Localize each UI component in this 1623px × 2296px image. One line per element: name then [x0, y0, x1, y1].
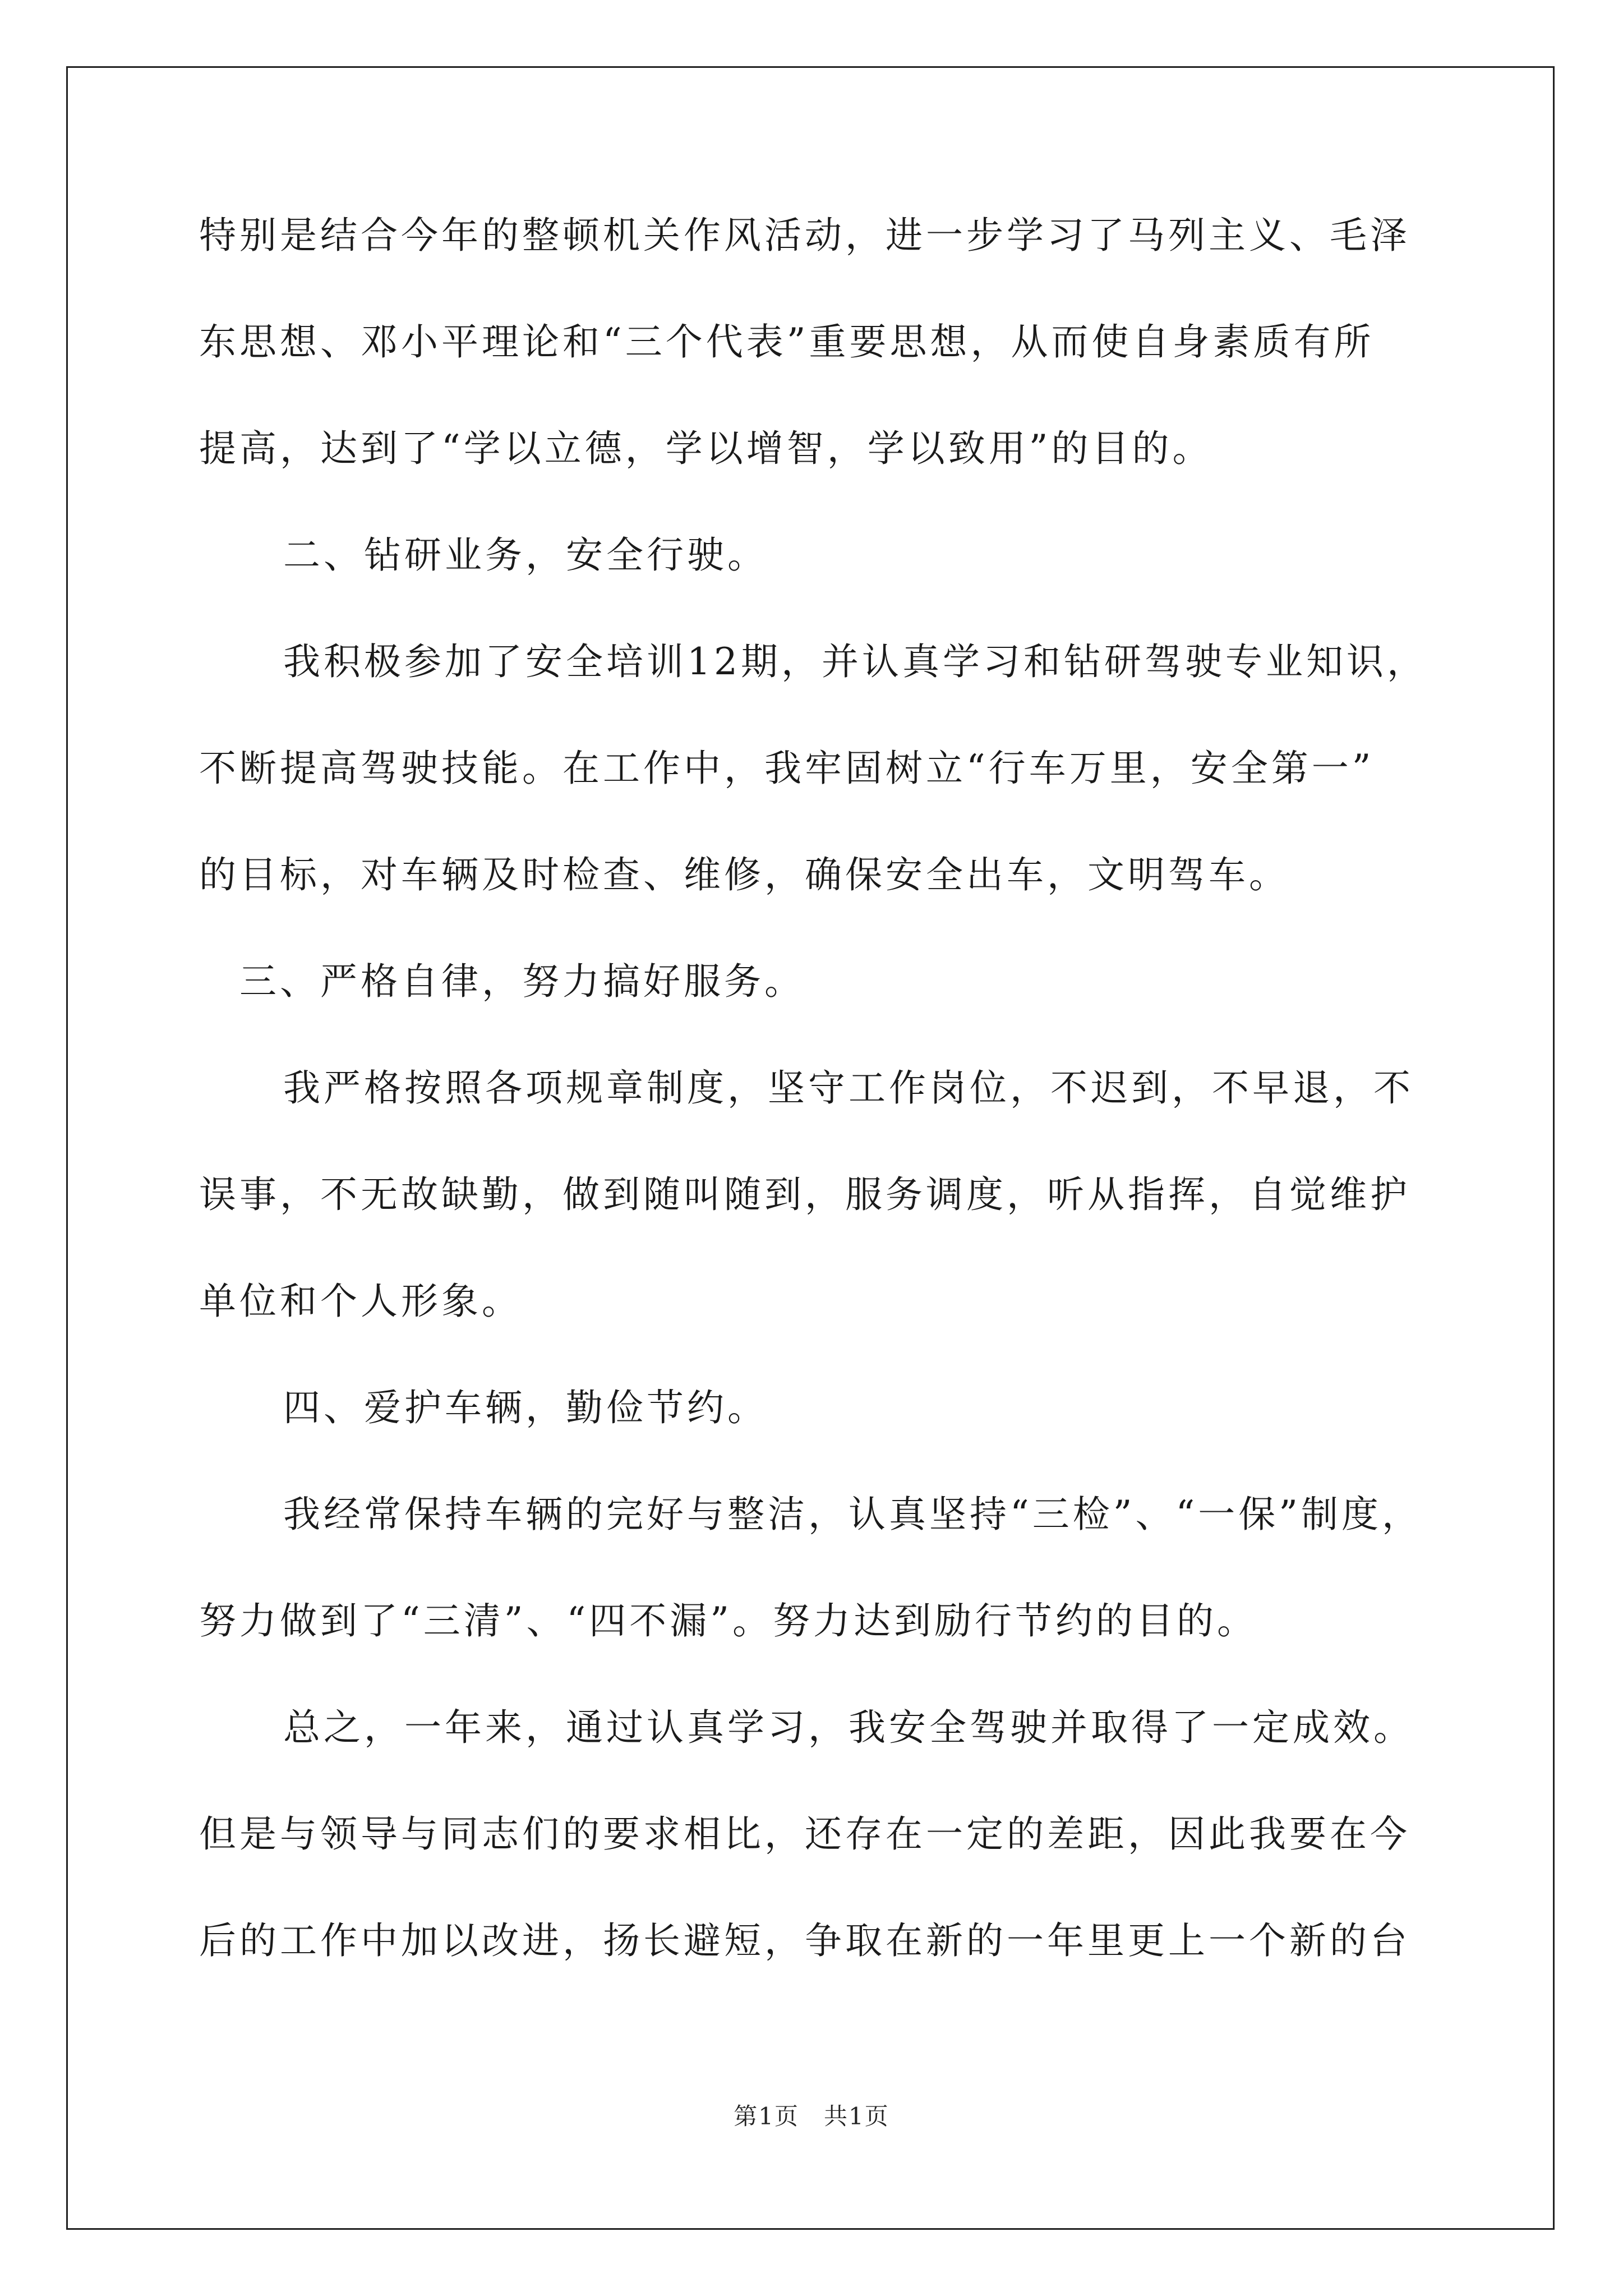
body-line-11: 单位和个人形象。 [199, 1280, 522, 1323]
body-line-10: 误事，不无故缺勤，做到随叫随到，服务调度，听从指挥，自觉维护 [199, 1173, 1410, 1216]
section-heading-4: 四、爱护车辆，勤俭节约。 [283, 1386, 768, 1429]
body-line-7: 的目标，对车辆及时检查、维修，确保安全出车，文明驾车。 [199, 853, 1289, 896]
body-line-13: 我经常保持车辆的完好与整洁，认真坚持“三检”、“一保”制度， [283, 1493, 1422, 1536]
section-heading-2: 二、钻研业务，安全行驶。 [283, 533, 768, 577]
body-line-17: 后的工作中加以改进，扬长避短，争取在新的一年里更上一个新的台 [199, 1919, 1410, 1962]
body-line-16: 但是与领导与同志们的要求相比，还存在一定的差距，因此我要在今 [199, 1812, 1410, 1856]
body-line-3: 提高，达到了“学以立德，学以增智，学以致用”的目的。 [199, 427, 1213, 470]
body-line-5: 我积极参加了安全培训12期，并认真学习和钻研驾驶专业知识， [283, 640, 1427, 683]
page-footer: 第1页 共1页 [734, 2102, 889, 2130]
body-line-15: 总之，一年来，通过认真学习，我安全驾驶并取得了一定成效。 [283, 1706, 1414, 1749]
section-heading-3: 三、严格自律，努力搞好服务。 [239, 960, 805, 1003]
body-line-6: 不断提高驾驶技能。在工作中，我牢固树立“行车万里，安全第一” [199, 747, 1375, 790]
body-line-9: 我严格按照各项规章制度，坚守工作岗位，不迟到，不早退，不 [283, 1066, 1414, 1110]
body-line-2: 东思想、邓小平理论和“三个代表”重要思想，从而使自身素质有所 [199, 320, 1375, 364]
body-line-14: 努力做到了“三清”、“四不漏”。努力达到励行节约的目的。 [199, 1599, 1257, 1642]
body-line-1: 特别是结合今年的整顿机关作风活动，进一步学习了马列主义、毛泽 [199, 214, 1410, 257]
page-border [66, 66, 1555, 2230]
